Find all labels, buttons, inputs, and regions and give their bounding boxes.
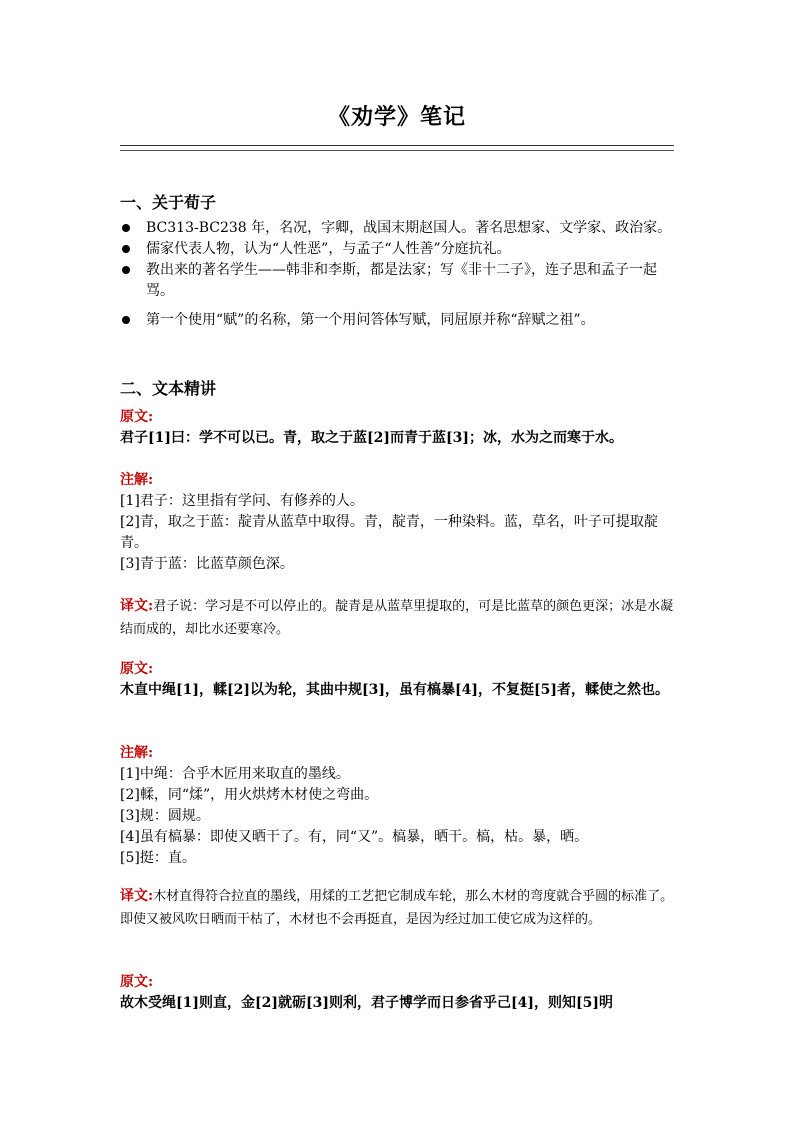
note-line: [2]輮，同“煣”，用火烘烤木材使之弯曲。 [120, 787, 379, 803]
passage1-translation [120, 595, 676, 641]
section-heading-xunzi: 一、关于荀子 [120, 193, 217, 212]
passage2-notes [120, 743, 676, 869]
original-text: 君子[1]曰：学不可以已。青，取之于蓝[2]而青于蓝[3]；冰，水为之而寒于水。 [120, 430, 623, 446]
passage2-translation [120, 885, 676, 931]
bullet-item: 第一个使用“赋”的名称，第一个用问答体写赋，同屈原并称“辞赋之祖”。 [120, 310, 675, 331]
note-line: [4]虽有槁暴：即使又晒干了。有，同“又”。槁暴，晒干。槁，枯。暴，晒。 [120, 829, 589, 845]
original-label: 原文: [120, 661, 154, 677]
translation-label: 译文: [120, 598, 154, 614]
note-line: [2]青，取之于蓝：靛青从蓝草中取得。青，靛青，一种染料。蓝，草名，叶子可提取靛青。 [120, 514, 658, 551]
bullet-dot-icon [122, 245, 130, 253]
bullet-dot-icon [122, 224, 130, 232]
passage2-original [120, 659, 676, 701]
xunzi-bullet-list [120, 218, 675, 331]
bullet-item: 教出来的著名学生——韩非和李斯，都是法家；写《非十二子》，连子思和孟子一起骂。 [120, 260, 675, 302]
section-heading-text-study: 二、文本精讲 [120, 379, 217, 398]
title-rule-thick [120, 145, 674, 146]
note-line: [5]挺：直。 [120, 850, 196, 866]
note-line: [3]青于蓝：比蓝草颜色深。 [120, 556, 294, 572]
passage1-notes [120, 470, 676, 575]
original-text: 木直中绳[1]，輮[2]以为轮，其曲中规[3]，虽有槁暴[4]，不复挺[5]者，輮使之然也。 [120, 682, 669, 698]
notes-label: 注解: [120, 745, 154, 761]
bullet-dot-icon [122, 266, 130, 274]
passage3-original [120, 972, 676, 1014]
translation-text: 木材直得符合拉直的墨线，用煣的工艺把它制成车轮，那么木材的弯度就合乎圆的标准了。即使又被风吹日晒而干枯了，木材也不会再挺直，是因为经过加工使它成为这样的。 [120, 889, 674, 927]
note-line: [1]君子：这里指有学问、有修养的人。 [120, 493, 364, 509]
original-text: 故木受绳[1]则直，金[2]就砺[3]则利，君子博学而日参省乎己[4]，则知[5]明 [120, 995, 613, 1011]
original-label: 原文: [120, 974, 154, 990]
page-title: 《劝学》笔记 [327, 104, 466, 130]
translation-label: 译文: [120, 888, 154, 904]
bullet-item: 儒家代表人物，认为“人性恶”，与孟子“人性善”分庭抗礼。 [120, 239, 675, 260]
note-line: [3]规：圆规。 [120, 808, 210, 824]
bullet-item: BC313-BC238 年，名况，字卿，战国末期赵国人。著名思想家、文学家、政治家。 [120, 218, 675, 239]
bullet-dot-icon [122, 316, 130, 324]
note-line: [1]中绳：合乎木匠用来取直的墨线。 [120, 766, 350, 782]
title-rule-thin [120, 150, 674, 151]
translation-text: 君子说：学习是不可以停止的。靛青是从蓝草里提取的，可是比蓝草的颜色更深；冰是水凝结而成的，却比水还要寒冷。 [120, 599, 674, 637]
notes-label: 注解: [120, 472, 154, 488]
passage1-original [120, 407, 676, 449]
original-label: 原文: [120, 409, 154, 425]
